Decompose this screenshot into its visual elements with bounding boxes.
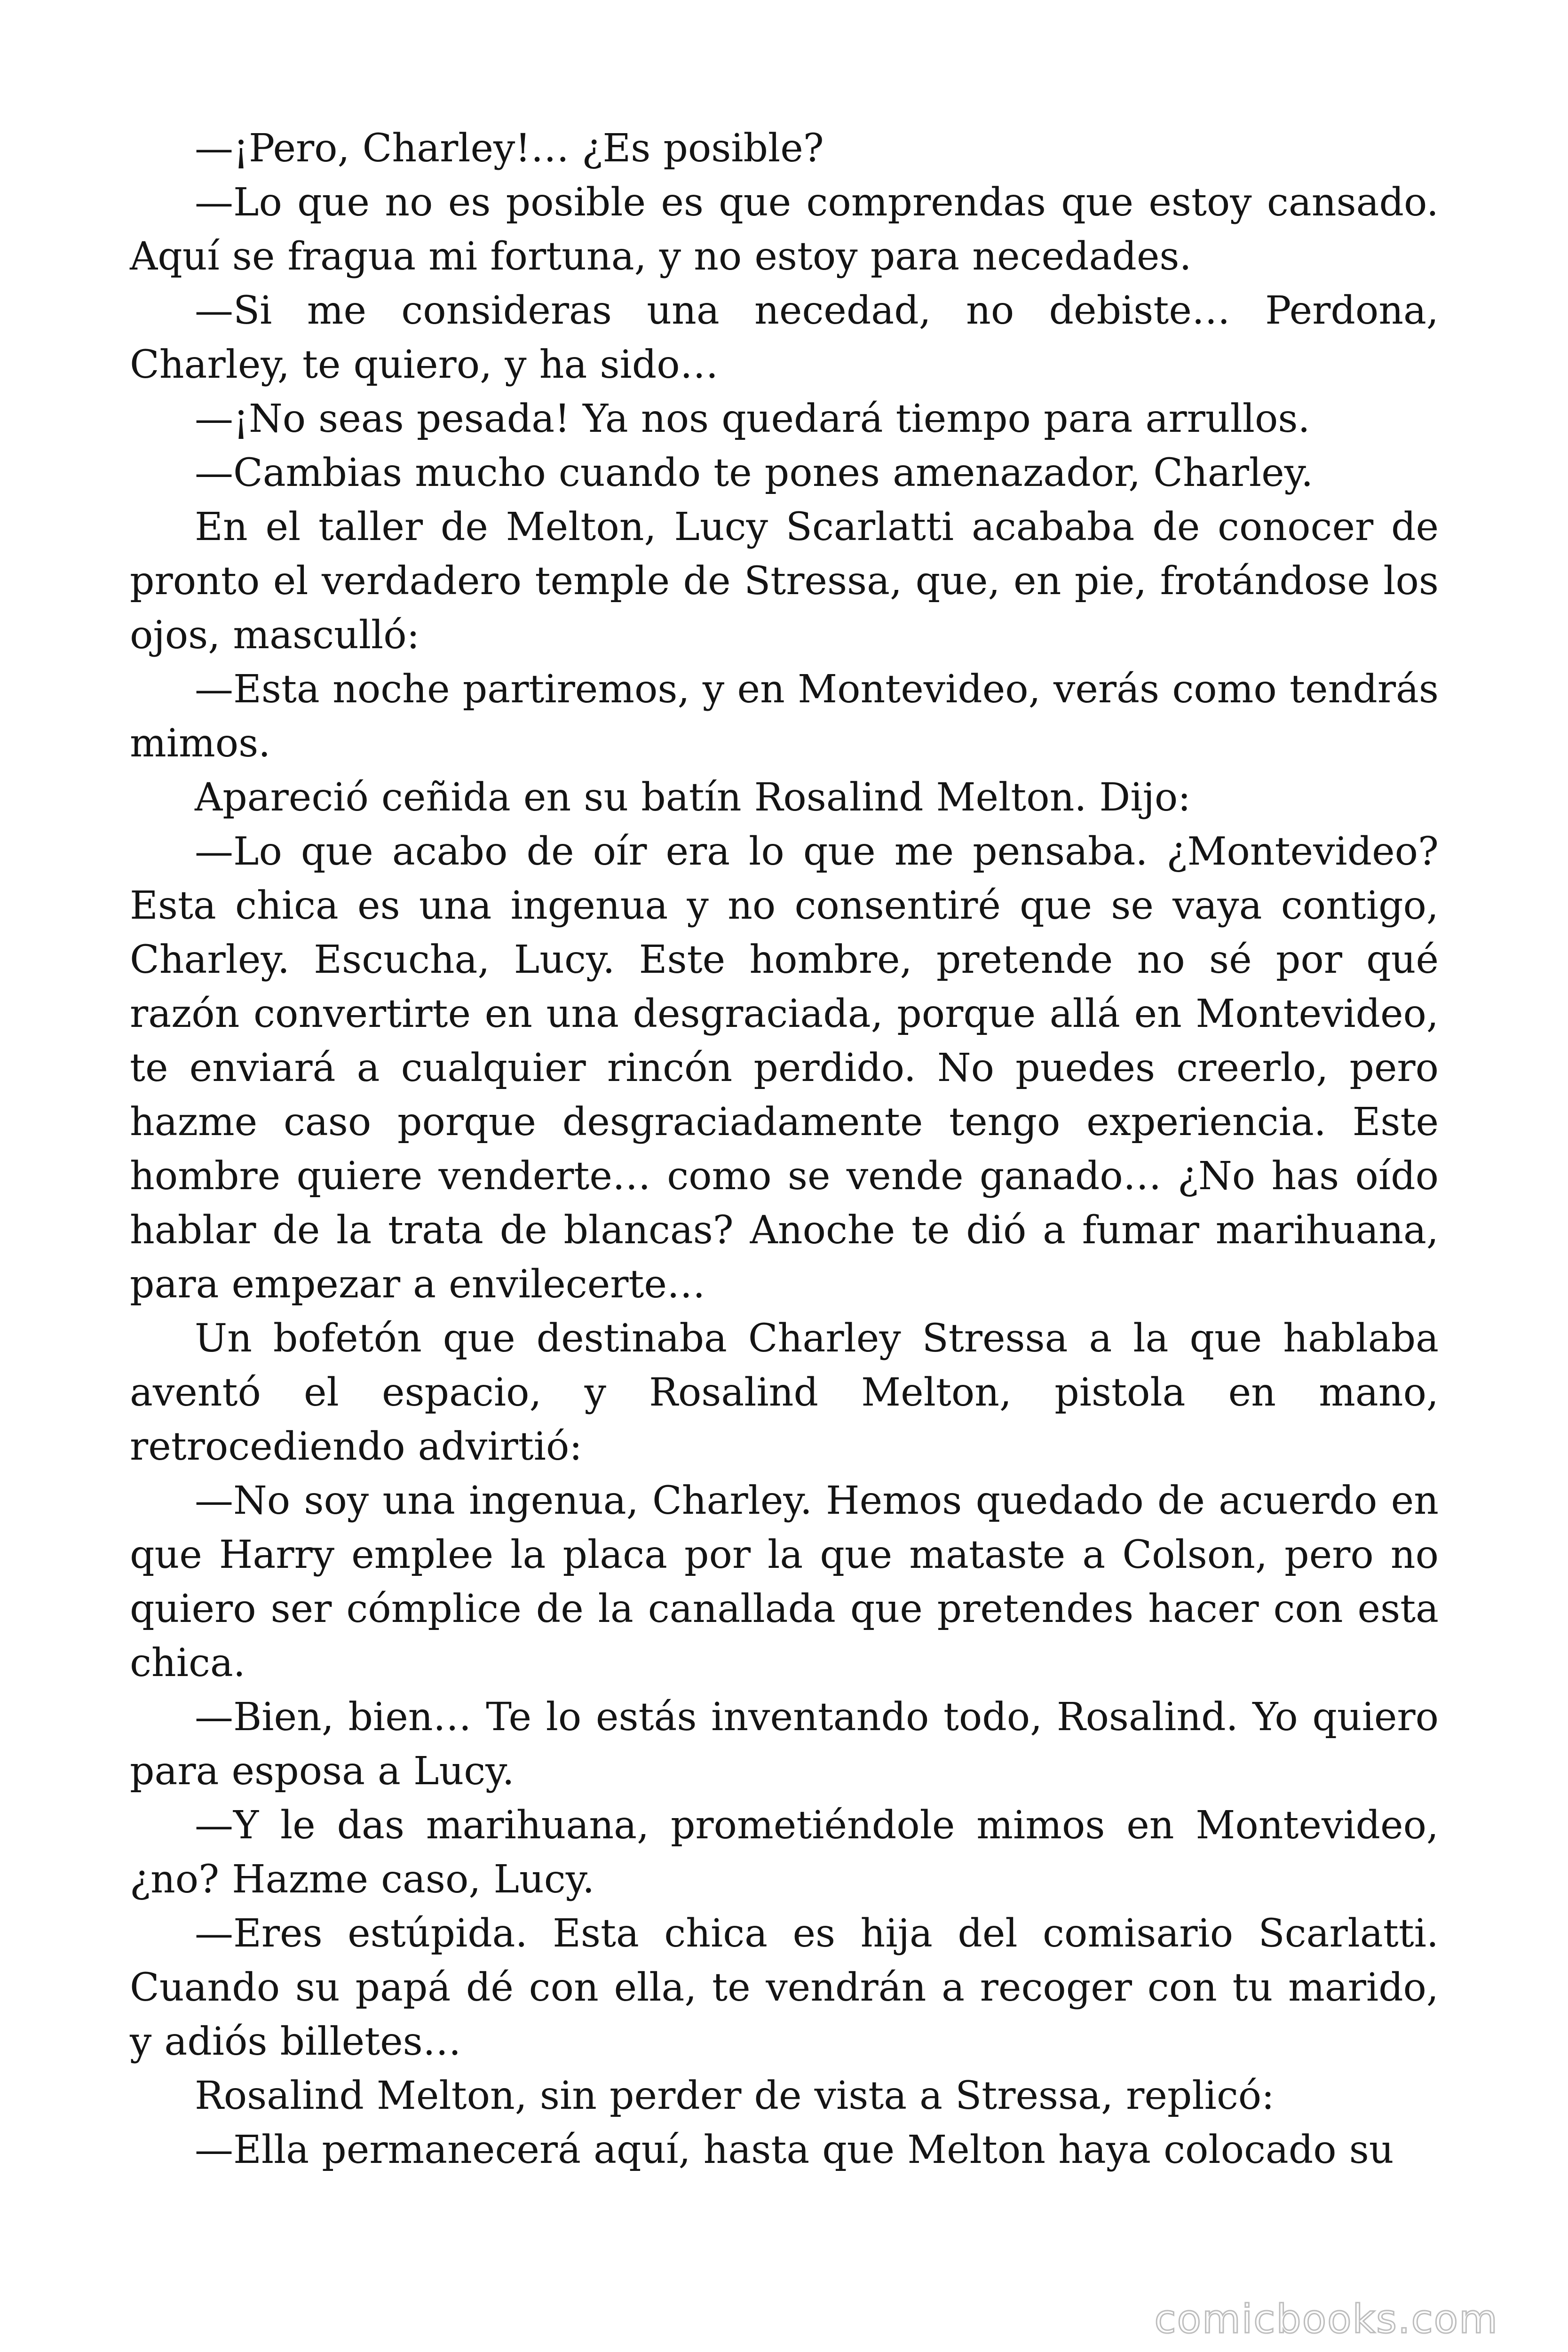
paragraph: —¡No seas pesada! Ya nos quedará tiempo para arrullos. (195, 397, 1310, 441)
paragraph: Rosalind Melton, sin perder de vista a Stressa, replicó: (195, 2074, 1275, 2118)
paragraph: —Bien, bien… Te lo estás inventando todo, Rosalind. Yo quiero para esposa a Lucy. (130, 1695, 1439, 1794)
paragraph: Apareció ceñida en su batín Rosalind Melton. Dijo: (195, 775, 1191, 820)
paragraph: —¡Pero, Charley!… ¿Es posible? (195, 126, 824, 171)
paragraph: En el taller de Melton, Lucy Scarlatti acababa de conocer de pronto el verdadero temple de Stressa, que, en pie, frotándose los ojos, masculló: (130, 505, 1439, 658)
paragraph: Un bofetón que destinaba Charley Stressa a la que hablaba aventó el espacio, y Rosalind Melton, pistola en mano, retrocediendo advirtió: (130, 1316, 1439, 1469)
paragraph: —Lo que no es posible es que comprendas que estoy cansado. Aquí se fragua mi fortuna, y no estoy para necedades. (130, 180, 1439, 279)
paragraph: —Eres estúpida. Esta chica es hija del comisario Scarlatti. Cuando su papá dé con ella, te vendrán a recoger con tu marido, y adiós billetes… (130, 1911, 1439, 2064)
paragraph: —No soy una ingenua, Charley. Hemos quedado de acuerdo en que Harry emplee la placa por la que mataste a Colson, pero no quiero ser cómplice de la canallada que pretendes hacer con esta chica. (130, 1478, 1439, 1685)
watermark-text: comicbooks.com (1154, 2296, 1498, 2342)
paragraph: —Cambias mucho cuando te pones amenazador, Charley. (195, 451, 1314, 495)
body-text (130, 121, 1439, 2177)
paragraph: —Ella permanecerá aquí, hasta que Melton haya colocado su (195, 2128, 1394, 2172)
paragraph: —Si me consideras una necedad, no debiste… Perdona, Charley, te quiero, y ha sido… (130, 288, 1439, 387)
paragraph: —Esta noche partiremos, y en Montevideo, verás como tendrás mimos. (130, 667, 1439, 766)
paragraph: —Y le das marihuana, prometiéndole mimos en Montevideo, ¿no? Hazme caso, Lucy. (130, 1803, 1439, 1902)
paragraph: —Lo que acabo de oír era lo que me pensaba. ¿Montevideo? Esta chica es una ingenua y no consentiré que se vaya contigo, Charley. Escucha, Lucy. Este hombre, pretende no sé por qué razón convertirte en una desgraciada, porque allá en Montevideo, te enviará a cualquier rincón perdido. No puedes creerlo, pero hazme caso porque desgraciadamente tengo experiencia. Este hombre quiere venderte… como se vende ganado… ¿No has oído hablar de la trata de blancas? Anoche te dió a fumar marihuana, para empezar a envilecerte… (130, 829, 1439, 1307)
